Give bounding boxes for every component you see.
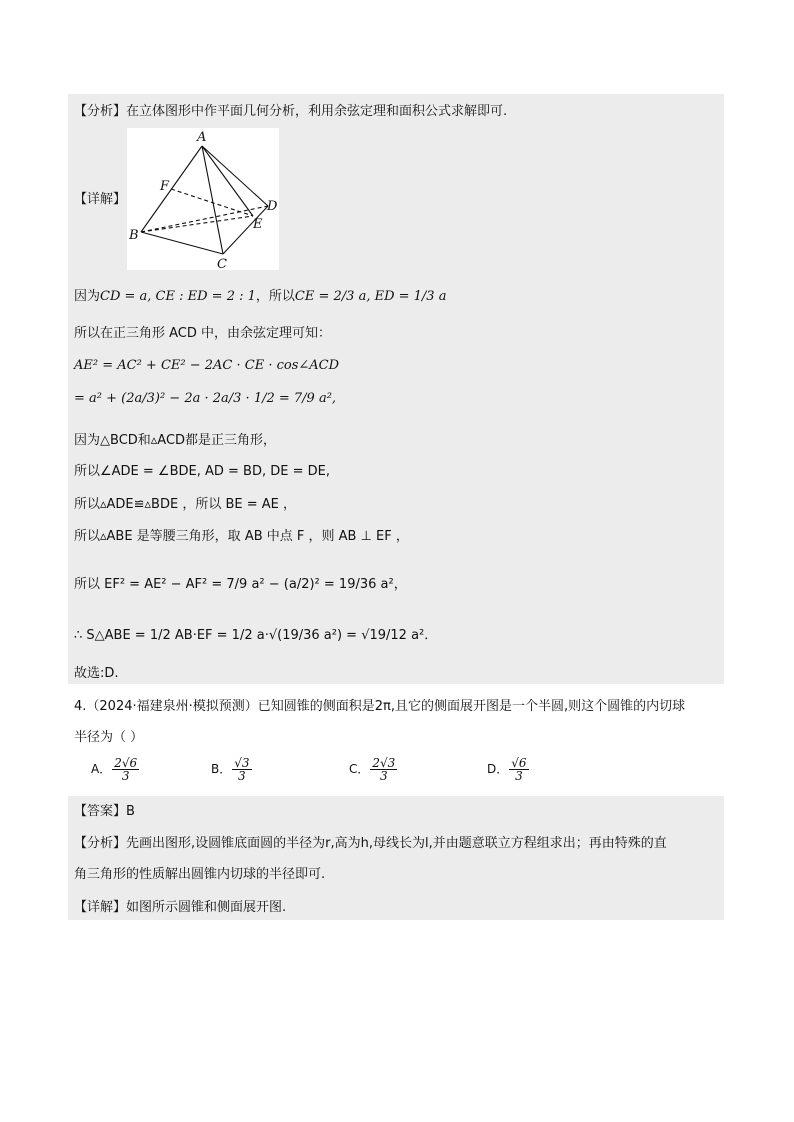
solution-line-11: 故选:D.: [74, 666, 119, 681]
vertex-label-a: A: [197, 130, 207, 145]
detail-tag-1: 【详解】: [74, 192, 127, 207]
question-number: 4.: [74, 699, 87, 714]
answer-line: [74, 803, 135, 821]
answer-detail-tag: 【详解】: [74, 900, 127, 915]
answer-detail-line: 【详解】如图所示圆锥和侧面展开图.: [74, 900, 287, 915]
solution-line-8: 所以▵ABE 是等腰三角形，取 AB 中点 F ，则 AB ⊥ EF ，: [74, 529, 409, 544]
vertex-label-f: F: [160, 179, 170, 194]
option-d: D． $\frac{√6}{3}$: [487, 756, 527, 783]
option-a: A． $\frac{2√6}{3}$: [91, 756, 138, 783]
analysis-tag: 【分析】: [74, 104, 127, 119]
tetrahedron-figure: [127, 128, 279, 270]
question-4-line-2: 半径为（ ）: [74, 730, 144, 745]
question-source: （2024·福建泉州·模拟预测）: [86, 699, 258, 714]
question-text-1: 已知圆锥的侧面积是2π,且它的侧面展开图是一个半圆,则这个圆锥的内切球: [257, 699, 686, 714]
analysis-line: [74, 103, 507, 121]
answer-value: B: [126, 804, 135, 819]
vertex-label-b: B: [129, 228, 139, 243]
answer-analysis-tag: 【分析】: [74, 836, 127, 851]
option-c: C． $\frac{2√3}{3}$: [349, 756, 396, 783]
answer-tag: 【答案】: [74, 804, 127, 819]
solution-line-1: 因为CD = a, CE : ED = 2 : 1，所以CE = 2/3 a, ED = 1/3 a: [74, 289, 447, 304]
solution-line-6: 所以∠ADE = ∠BDE, AD = BD, DE = DE,: [74, 464, 330, 479]
answer-analysis-line-2: 角三角形的性质解出圆锥内切球的半径即可.: [74, 867, 326, 882]
solution-line-3: AE² = AC² + CE² − 2AC · CE · cos∠ACD: [74, 358, 340, 373]
solution-line-4: = a² + (2a/3)² − 2a · 2a/3 · 1/2 = 7/9 a²,: [74, 391, 337, 406]
option-b: B． $\frac{√3}{3}$: [211, 756, 250, 783]
solution-line-5: 因为△BCD和▵ACD都是正三角形，: [74, 433, 277, 448]
solution-line-9: 所以 EF² = AE² − AF² = 7/9 a² − (a/2)² = 19/36 a²，: [74, 577, 407, 592]
vertex-label-c: C: [217, 257, 227, 270]
vertex-label-d: D: [267, 199, 278, 214]
analysis-text: 在立体图形中作平面几何分析，利用余弦定理和面积公式求解即可.: [126, 104, 508, 119]
solution-line-7: 所以▵ADE≌▵BDE ，所以 BE = AE ，: [74, 497, 296, 512]
tetrahedron-diagram: [127, 128, 279, 270]
question-4-line-1: [74, 698, 685, 716]
solution-line-10: ∴ S△ABE = 1/2 AB·EF = 1/2 a·√(19/36 a²) = √19/12 a²．: [74, 628, 438, 643]
answer-analysis-line-1: 【分析】先画出图形,设圆锥底面圆的半径为r,高为h,母线长为l,并由题意联立方程组求出；再由特殊的直: [74, 836, 667, 851]
solution-line-2: 所以在正三角形 ACD 中，由余弦定理可知：: [74, 326, 332, 341]
vertex-label-e: E: [253, 217, 263, 232]
